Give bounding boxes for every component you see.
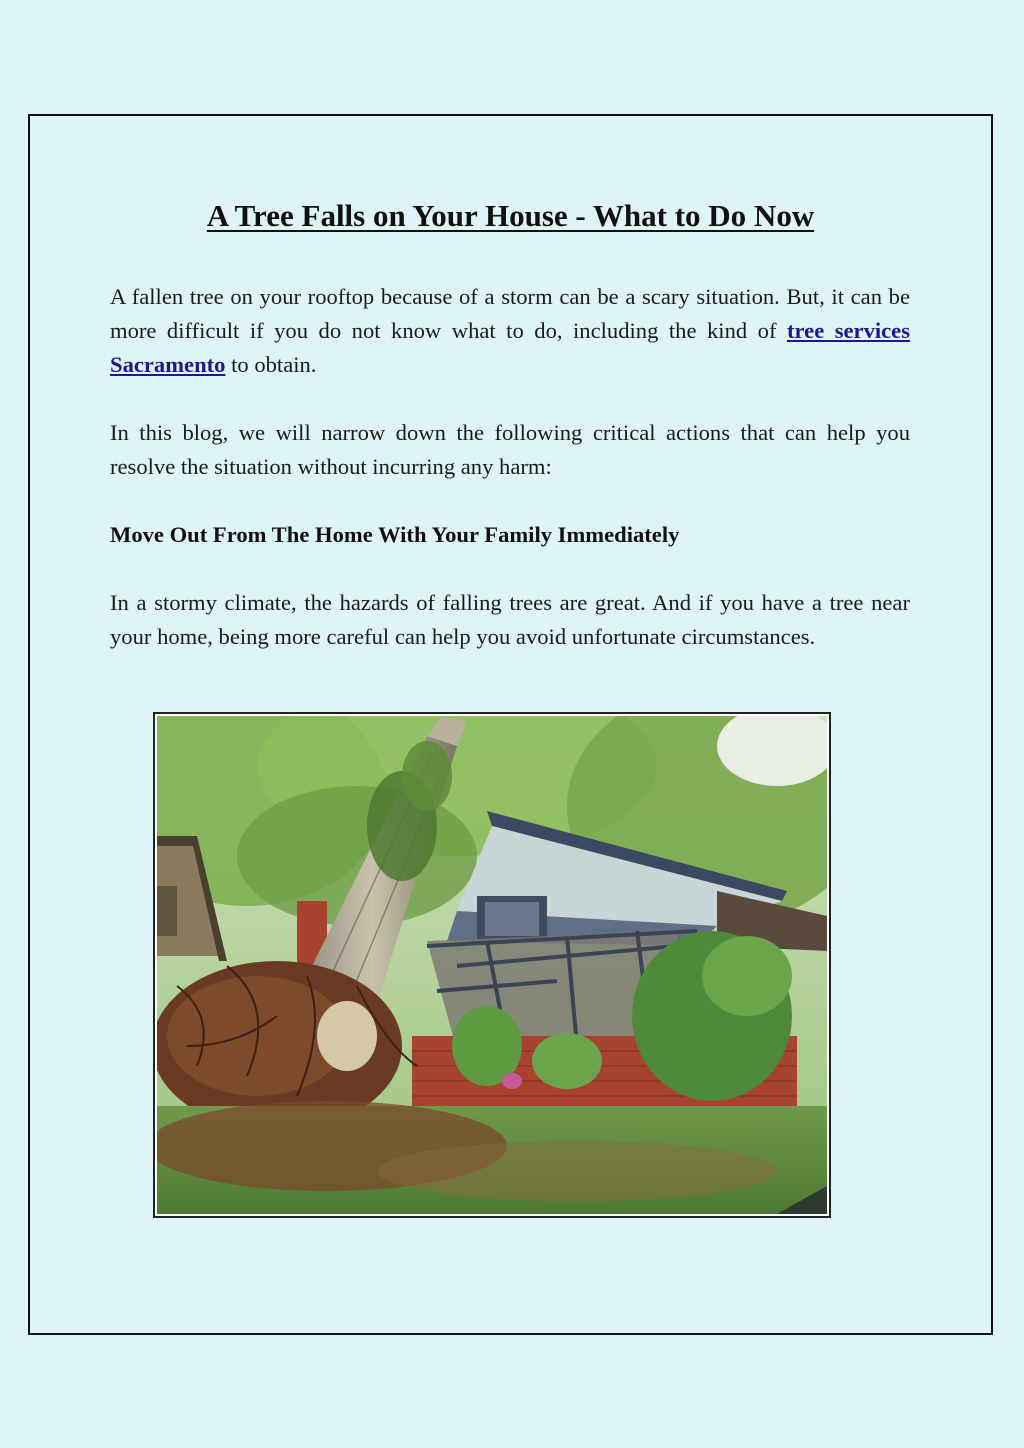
page-frame (28, 114, 993, 1335)
fallen-tree-house-photo (153, 712, 831, 1218)
article-body (110, 280, 910, 688)
blog-overview-paragraph: In this blog, we will narrow down the following critical actions that can help you resolve the situation without incurring any harm: (110, 420, 910, 479)
section-heading: Move Out From The Home With Your Family Immediately (110, 522, 680, 547)
tree-services-link[interactable]: tree services Sacramento (110, 318, 911, 377)
intro-text-start: A fallen tree on your rooftop because of a storm can be a scary situation. But, it can be more difficult if you do not know what to do, including the kind of (110, 284, 910, 343)
page-title: A Tree Falls on Your House - What to Do Now (206, 198, 815, 233)
intro-paragraph (110, 280, 910, 382)
intro-text-end: to obtain. (225, 352, 317, 377)
section-paragraph: In a stormy climate, the hazards of falling trees are great. And if you have a tree near your home, being more careful can help you avoid unfortunate circumstances. (110, 590, 910, 649)
